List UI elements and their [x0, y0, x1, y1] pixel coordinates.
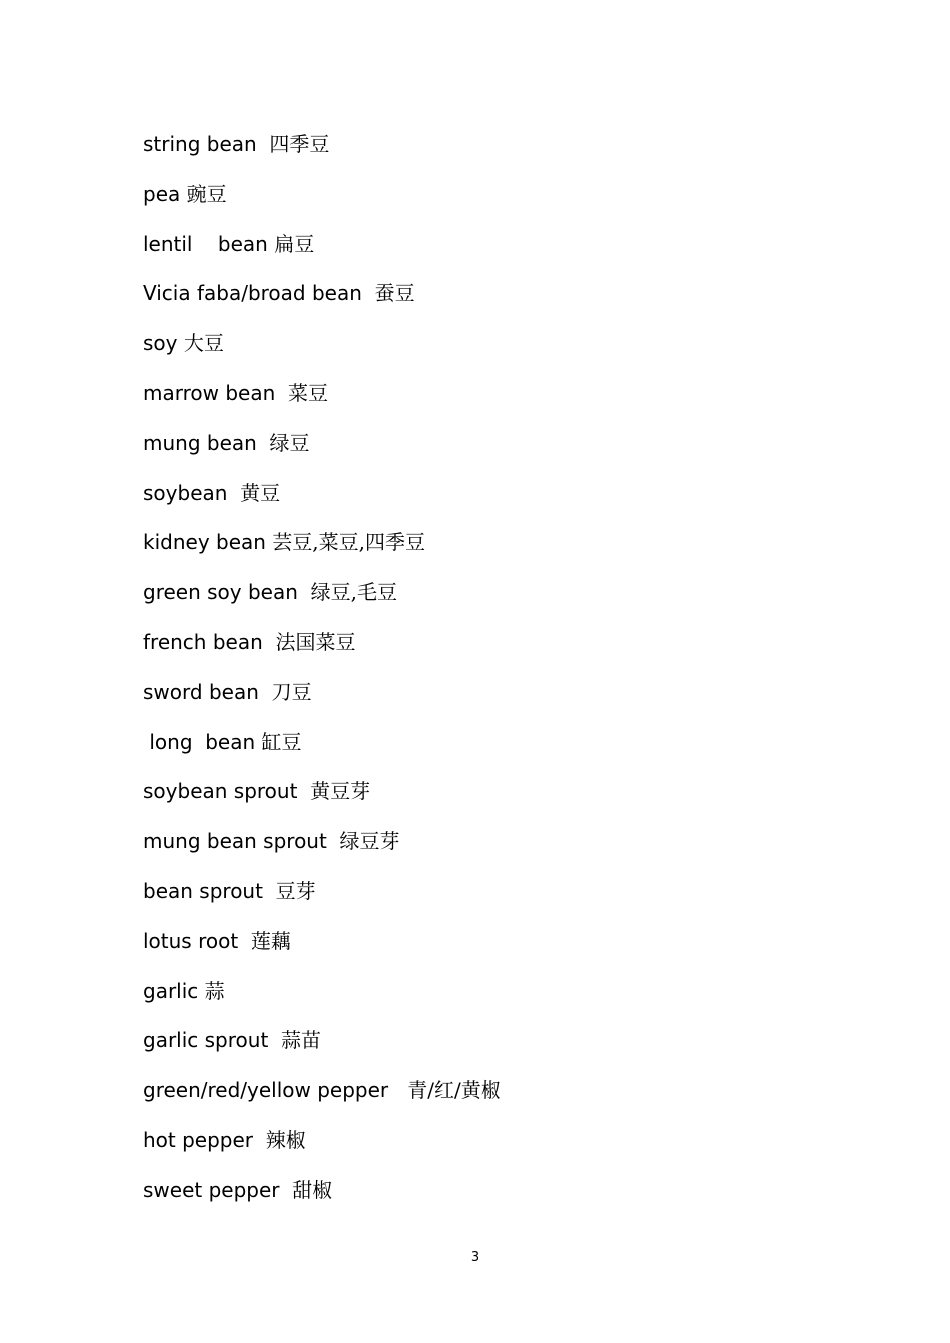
english-term: hot pepper	[143, 1127, 266, 1152]
english-term: pea	[143, 181, 187, 206]
chinese-term: 蒜	[204, 978, 225, 1003]
english-term: sword bean	[143, 679, 272, 704]
english-term: kidney bean	[143, 530, 273, 555]
english-term: marrow bean	[143, 380, 288, 405]
english-term: mung bean	[143, 430, 270, 455]
list-item	[143, 427, 843, 477]
english-term: garlic	[143, 978, 205, 1003]
vocabulary-list	[143, 128, 843, 1224]
english-term: mung bean sprout	[143, 829, 340, 854]
list-item	[143, 327, 843, 377]
chinese-term: 绿豆,毛豆	[310, 580, 397, 605]
chinese-term: 豆芽	[275, 878, 316, 903]
english-term: soybean sprout	[143, 779, 311, 804]
english-term: string bean	[143, 132, 270, 156]
list-item	[143, 775, 843, 825]
list-item	[143, 1174, 843, 1224]
english-term: long bean	[143, 729, 262, 754]
list-item	[143, 676, 843, 726]
chinese-term: 蒜苗	[281, 1028, 322, 1053]
list-item	[143, 1124, 843, 1174]
chinese-term: 四季豆	[269, 132, 330, 156]
english-term: soy	[143, 331, 184, 356]
english-term: french bean	[143, 629, 276, 654]
list-item	[143, 178, 843, 228]
list-item	[143, 626, 843, 676]
page-number: 3	[470, 1250, 480, 1265]
list-item	[143, 377, 843, 427]
chinese-term: 芸豆,菜豆,四季豆	[272, 530, 426, 555]
chinese-term: 法国菜豆	[275, 629, 356, 654]
chinese-term: 豌豆	[186, 181, 227, 206]
list-item	[143, 726, 843, 776]
list-item	[143, 128, 843, 178]
list-item	[143, 526, 843, 576]
list-item	[143, 228, 843, 278]
chinese-term: 扁豆	[274, 231, 315, 256]
list-item	[143, 1074, 843, 1124]
chinese-term: 绿豆芽	[339, 829, 400, 854]
list-item	[143, 975, 843, 1025]
chinese-term: 大豆	[183, 331, 224, 356]
chinese-term: 甜椒	[292, 1177, 333, 1202]
chinese-term: 缸豆	[261, 729, 302, 754]
chinese-term: 黄豆	[240, 480, 281, 505]
list-item	[143, 925, 843, 975]
english-term: garlic sprout	[143, 1028, 282, 1053]
chinese-term: 菜豆	[288, 380, 328, 405]
chinese-term: 刀豆	[271, 679, 312, 704]
list-item	[143, 1024, 843, 1074]
list-item	[143, 277, 843, 327]
english-term: Vicia faba/broad bean	[143, 281, 375, 306]
chinese-term: 蚕豆	[374, 281, 415, 306]
chinese-term: 辣椒	[265, 1127, 306, 1152]
list-item	[143, 477, 843, 527]
english-term: green soy bean	[143, 580, 311, 605]
chinese-term: 绿豆	[269, 430, 310, 455]
english-term: bean sprout	[143, 878, 276, 903]
chinese-term: 青/红/黄椒	[407, 1078, 501, 1103]
chinese-term: 黄豆芽	[310, 779, 371, 804]
chinese-term: 莲藕	[250, 928, 291, 953]
english-term: sweet pepper	[143, 1177, 293, 1202]
list-item	[143, 875, 843, 925]
english-term: green/red/yellow pepper	[143, 1078, 408, 1103]
list-item	[143, 576, 843, 626]
english-term: soybean	[143, 480, 241, 505]
list-item	[143, 825, 843, 875]
english-term: lotus root	[143, 928, 251, 953]
english-term: lentil bean	[143, 231, 275, 256]
